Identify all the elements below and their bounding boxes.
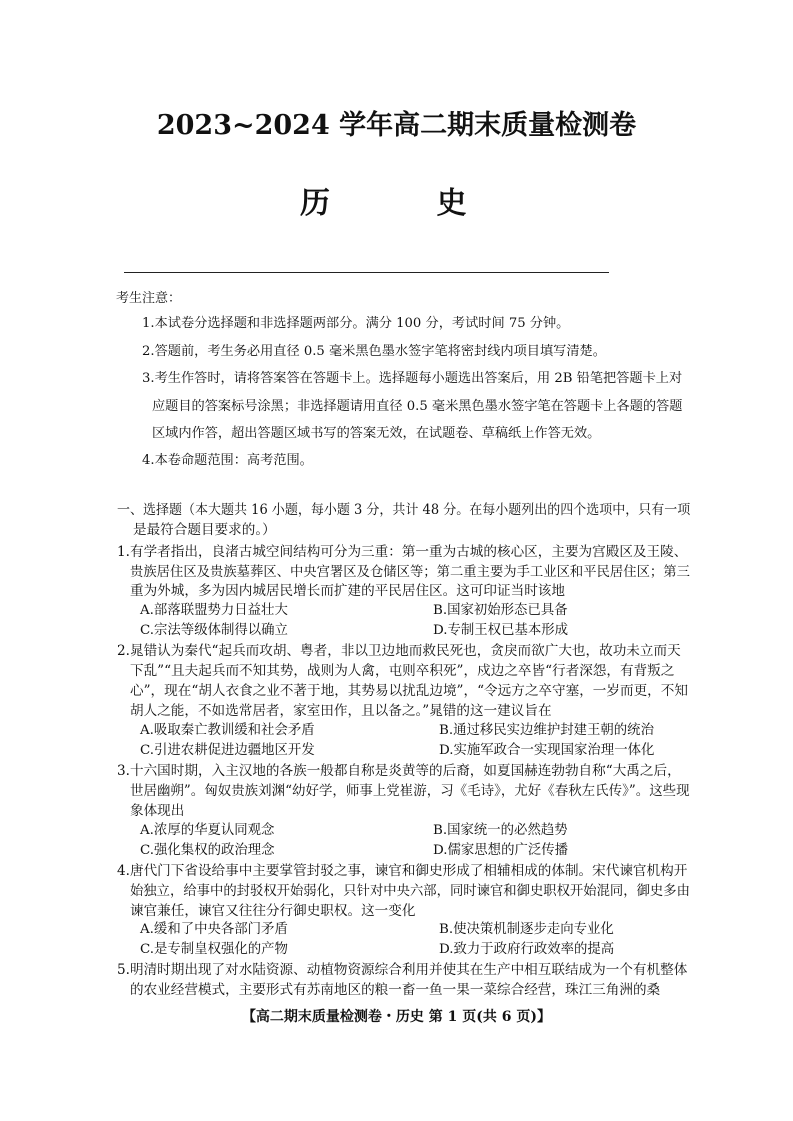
header-divider [124,272,609,273]
question-4-option-c: C.是专制皇权强化的产物 [140,942,288,957]
question-3-option-c: C.强化集权的政治理念 [140,843,275,858]
question-4-stem: 谏官兼任，谏官又往往分行御史职权。这一变化 [130,903,416,919]
question-2-stem: 下乱”“且夫起兵而不知其势，战则为人禽，屯则卒积死”，戍边之卒皆“行者深怨，有背叛之 [130,663,675,679]
question-3-option-d: D.儒家思想的广泛传播 [433,843,569,858]
subject-title: 历 史 [300,186,515,221]
notice-item: 1.本试卷分选择题和非选择题两部分。满分 100 分，考试时间 75 分钟。 [142,316,570,331]
question-1-option-c: C.宗法等级体制得以确立 [140,623,288,638]
notice-heading: 考生注意： [116,291,182,306]
question-1-option-b: B.国家初始形态已具备 [433,603,568,618]
question-2-stem: 2.晁错认为秦代“起兵而攻胡、粤者，非以卫边地而救民死也，贪戾而欲广大也，故功未立而天 [117,643,681,659]
notice-item: 3.考生作答时，请将答案答在答题卡上。选择题每小题选出答案后，用 2B 铅笔把答题卡上对 [142,371,683,386]
question-1-option-d: D.专制王权已基本形成 [433,623,569,638]
question-2-option-a: A.吸取秦亡教训缓和社会矛盾 [140,723,315,738]
question-5-stem: 的农业经营模式，主要形式有苏南地区的粮一畜一鱼一果一菜综合经营，珠江三角洲的桑 [130,982,661,998]
question-4-stem: 4.唐代门下省设给事中主要掌管封驳之事，谏官和御史形成了相辅相成的体制。宋代谏官机构开 [117,863,688,879]
question-4-option-a: A.缓和了中央各部门矛盾 [140,922,288,937]
question-3-option-b: B.国家统一的必然趋势 [433,823,568,838]
notice-item: 2.答题前，考生务必用直径 0.5 毫米黑色墨水签字笔将密封线内项目填写清楚。 [142,344,606,359]
question-1-stem: 1.有学者指出，良渚古城空间结构可分为三重：第一重为古城的核心区，主要为宫殿区及王陵、 [117,544,688,560]
page-footer: 【高二期末质量检测卷・历史 第 1 页(共 6 页)】 [241,1009,552,1025]
notice-item-continued: 应题目的答案标号涂黑；非选择题请用直径 0.5 毫米黑色墨水签字笔在答题卡上各题的答题 [152,399,683,414]
question-3-option-a: A.浓厚的华夏认同观念 [140,823,275,838]
question-3-stem: 3.十六国时期，入主汉地的各族一般都自称是炎黄等的后裔，如夏国赫连勃勃自称“大禹之后， [117,763,681,779]
question-1-stem: 贵族居住区及贵族墓葬区、中央宫署区及仓储区等；第二重主要为手工业区和平民居住区；第三 [130,564,690,580]
question-4-option-b: B.使决策机制逐步走向专业化 [439,922,614,937]
exam-title: 2023~2024 学年高二期末质量检测卷 [156,110,637,141]
section-heading: 一、选择题（本大题共 16 小题，每小题 3 分，共计 48 分。在每小题列出的四个选项中，只有一项 [117,502,691,518]
question-2-option-c: C.引进农耕促进边疆地区开发 [140,743,315,758]
notice-item-continued: 区域内作答，超出答题区域书写的答案无效，在试题卷、草稿纸上作答无效。 [152,426,601,441]
question-2-stem: 胡人之能，不如选常居者，家室田作，且以备之。”晁错的这一建议旨在 [130,703,552,719]
notice-item: 4.本卷命题范围：高考范围。 [142,453,313,468]
section-heading-continued: 是最符合题目要求的。） [133,522,276,538]
question-3-stem: 象体现出 [130,803,185,819]
question-1-option-a: A.部落联盟势力日益壮大 [140,603,288,618]
question-4-option-d: D.致力于政府行政效率的提高 [439,942,615,957]
question-2-option-d: D.实施军政合一实现国家治理一体化 [439,743,655,758]
question-2-option-b: B.通过移民实边维护封建王朝的统治 [439,723,654,738]
question-5-stem: 5.明清时期出现了对水陆资源、动植物资源综合利用并使其在生产中相互联结成为一个有机整体 [117,962,688,978]
question-2-stem: 心”，现在“胡人衣食之业不著于地，其势易以扰乱边境”，“令远方之卒守塞，一岁而更，不知 [130,683,688,699]
question-1-stem: 重为外城，多为因内城居民增长而扩建的平民居住区。这可印证当时该地 [130,583,565,599]
question-3-stem: 世居幽朔”。匈奴贵族刘渊“幼好学，师事上党崔游，习《毛诗》，尤好《春秋左氏传》”。这些现 [130,783,690,799]
question-4-stem: 始独立，给事中的封驳权开始弱化，只针对中央六部，同时谏官和御史职权开始混同，御史多由 [130,883,690,899]
